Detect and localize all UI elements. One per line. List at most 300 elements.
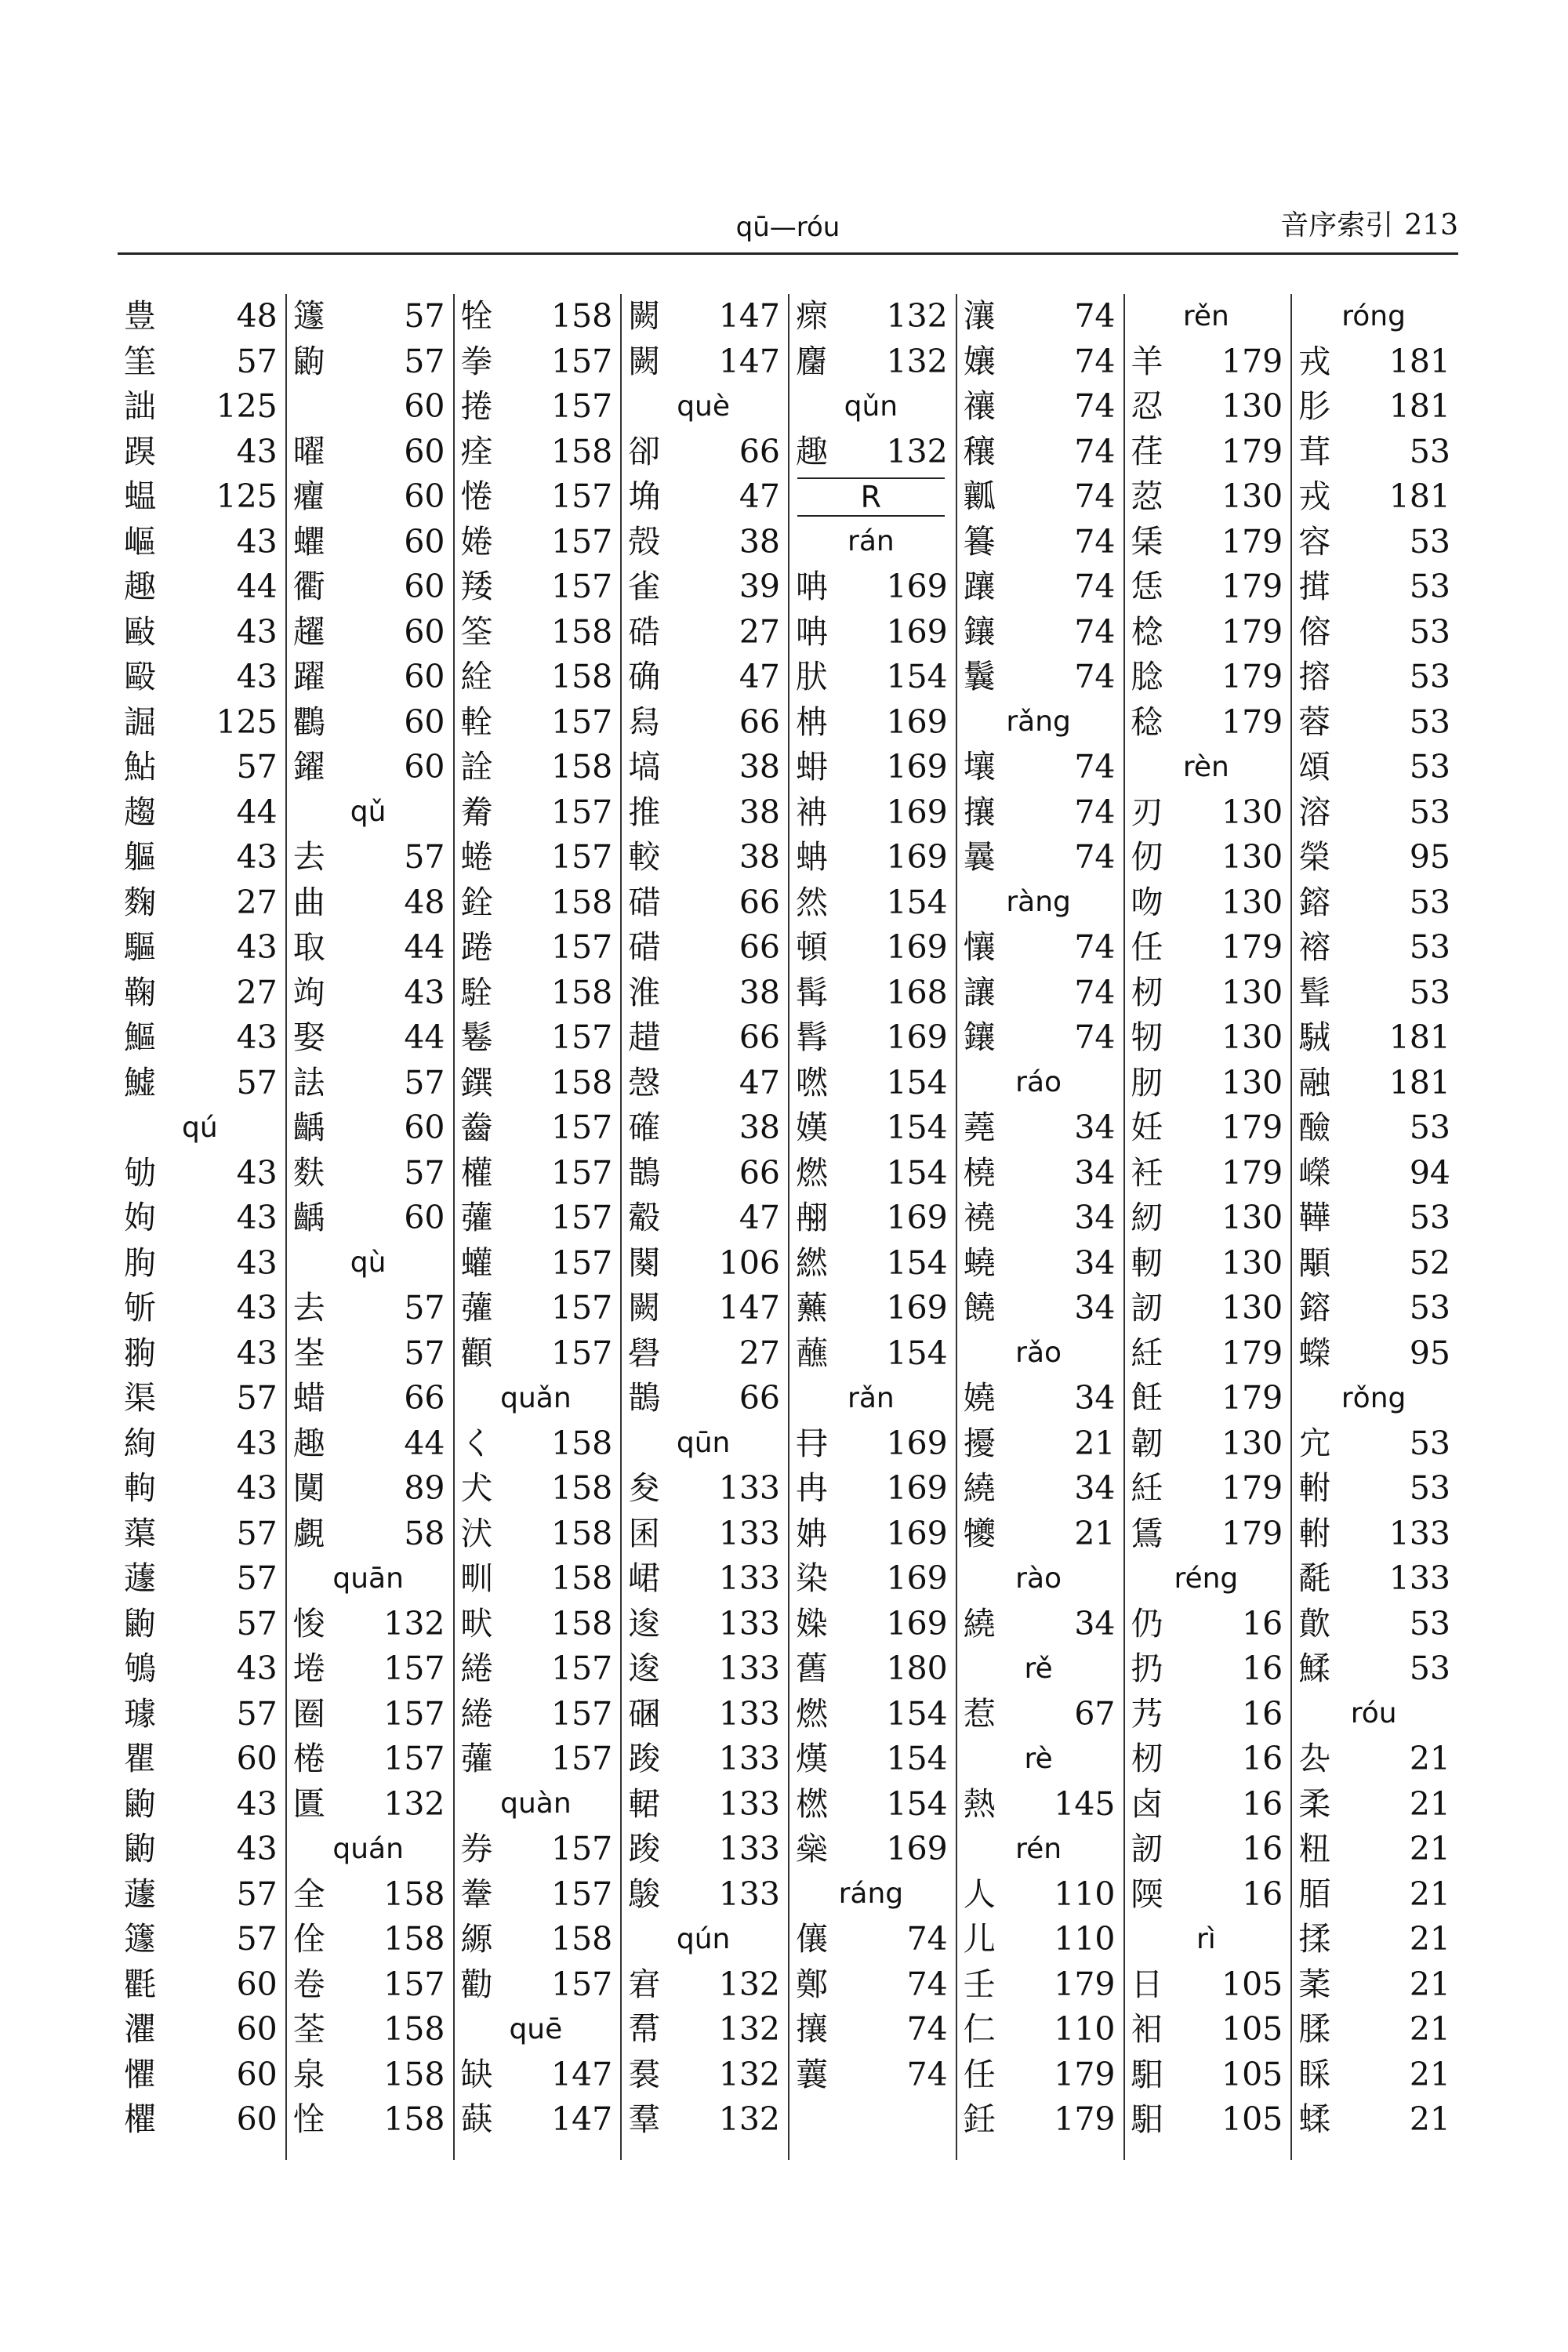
index-entry	[960, 790, 1117, 836]
page-ref: 179	[1054, 2055, 1116, 2093]
index-entry	[290, 520, 447, 565]
page-ref: 158	[550, 432, 613, 470]
index-entry	[1128, 2097, 1285, 2143]
page-ref: 47	[739, 1199, 780, 1237]
character: 蘧	[124, 1559, 156, 1598]
character: 蚦	[796, 748, 828, 786]
character: 欋	[124, 2100, 156, 2139]
character: 姁	[124, 1199, 156, 1237]
character: 闕	[628, 1289, 661, 1327]
index-entry	[625, 1241, 782, 1287]
page-ref: 158	[550, 748, 613, 786]
character: 饒	[963, 1289, 996, 1327]
index-entry	[625, 655, 782, 700]
index-entry	[1295, 1105, 1452, 1151]
index-entry	[458, 1692, 615, 1737]
page-ref: 38	[739, 1109, 780, 1147]
index-entry	[458, 384, 615, 430]
character: 紉	[1131, 1199, 1163, 1237]
page-ref: 66	[739, 432, 780, 470]
character: 泉	[292, 2055, 325, 2093]
page-ref: 89	[404, 1469, 445, 1508]
index-entry	[960, 1105, 1117, 1151]
page-ref: 57	[404, 838, 445, 877]
index-entry	[625, 1646, 782, 1692]
index-entry	[793, 1917, 949, 1962]
index-entry	[1128, 1827, 1285, 1872]
character: 鞠	[124, 973, 156, 1011]
page-ref: 169	[886, 838, 948, 877]
page-ref: 158	[550, 612, 613, 651]
index-entry	[1295, 1286, 1452, 1331]
character: 鼩	[124, 1784, 156, 1823]
index-entry	[1295, 339, 1452, 385]
page-ref: 130	[1221, 793, 1283, 831]
index-entry	[121, 1376, 279, 1421]
page-ref: 21	[1409, 2010, 1450, 2049]
character: 栠	[1131, 522, 1163, 561]
page-ref: 158	[550, 297, 613, 336]
character: 輑	[628, 1784, 661, 1823]
index-entry	[1128, 1105, 1285, 1151]
index-entry	[121, 2097, 279, 2143]
index-entry	[1295, 1556, 1452, 1602]
character: 頓	[796, 928, 828, 967]
page-ref: 43	[404, 973, 445, 1011]
index-entry	[290, 1466, 447, 1512]
character: 髯	[796, 973, 828, 1011]
index-entry	[1128, 700, 1285, 746]
index-entry	[290, 1331, 447, 1377]
character: 勸	[460, 1965, 493, 2003]
character: 傛	[1298, 612, 1331, 651]
page-ref: 179	[1221, 658, 1283, 696]
index-entry	[625, 1196, 782, 1241]
letter-heading	[793, 474, 949, 520]
character: 筀	[124, 342, 156, 380]
page-ref: 58	[404, 1514, 445, 1552]
character: 仞	[1131, 838, 1163, 877]
character: 馹	[1131, 2055, 1163, 2093]
character: 闕	[628, 297, 661, 336]
page-ref: 38	[739, 522, 780, 561]
index-entry	[960, 474, 1117, 520]
page-ref: 169	[886, 1289, 948, 1327]
index-entry	[1295, 971, 1452, 1016]
character: 腬	[1298, 2010, 1331, 2049]
index-entry	[121, 745, 279, 790]
index-entry	[1295, 2053, 1452, 2098]
index-entry	[458, 1196, 615, 1241]
page-ref: 179	[1221, 522, 1283, 561]
page-ref: 57	[236, 1604, 278, 1642]
index-entry	[290, 1512, 447, 1557]
index-entry	[290, 1105, 447, 1151]
index-entry	[793, 1692, 949, 1737]
index-entry	[290, 700, 447, 746]
page-ref: 157	[550, 477, 613, 516]
character: 籧	[292, 297, 325, 336]
page-ref: 147	[718, 1289, 780, 1327]
index-entry	[1128, 1602, 1285, 1647]
index-label-text: 音序索引	[1280, 209, 1394, 241]
pinyin-heading: róng	[1341, 299, 1406, 332]
character: 愨	[628, 1063, 661, 1102]
character: 缺	[460, 2055, 493, 2093]
character: 拳	[460, 342, 493, 380]
page-ref: 169	[886, 748, 948, 786]
page-ref: 66	[739, 702, 780, 741]
character: 筌	[460, 612, 493, 651]
page-ref: 157	[550, 1199, 613, 1237]
character: 塙	[628, 748, 661, 786]
index-entry	[290, 1421, 447, 1467]
page-ref: 16	[1242, 1830, 1283, 1868]
page-ref: 132	[886, 432, 948, 470]
page-ref: 16	[1242, 1694, 1283, 1733]
pinyin-heading: qú	[182, 1111, 218, 1144]
page-ref: 158	[383, 2010, 445, 2049]
index-entry	[290, 2007, 447, 2053]
index-entry	[1295, 1331, 1452, 1377]
character: 圈	[292, 1694, 325, 1733]
character: 夋	[628, 1469, 661, 1508]
character: 鵲	[628, 1379, 661, 1417]
index-entry	[121, 294, 279, 339]
character: 宭	[628, 1965, 661, 2003]
index-entry	[793, 1827, 949, 1872]
character: 鬈	[460, 1018, 493, 1057]
page-ref: 133	[1388, 1514, 1450, 1552]
index-entry	[1128, 384, 1285, 430]
index-entry	[458, 745, 615, 790]
character: 繞	[963, 1604, 996, 1642]
index-column	[1290, 294, 1458, 2160]
index-entry	[458, 790, 615, 836]
character: 紝	[1131, 1334, 1163, 1372]
character: 軔	[1131, 1243, 1163, 1282]
pinyin-heading: quān	[332, 1562, 404, 1595]
character: 駩	[460, 973, 493, 1011]
page-ref: 60	[404, 1109, 445, 1147]
character: 容	[1298, 522, 1331, 561]
character: 鈓	[963, 2100, 996, 2139]
page-ref: 57	[236, 748, 278, 786]
page-ref: 133	[718, 1875, 780, 1913]
character: 虇	[460, 1740, 493, 1778]
character: 搑	[1298, 568, 1331, 606]
page-ref: 43	[236, 1424, 278, 1462]
character: 葇	[1298, 1965, 1331, 2003]
index-entry	[458, 1827, 615, 1872]
index-entry	[290, 1196, 447, 1241]
character: 歕	[1298, 1604, 1331, 1642]
character: 儿	[963, 1920, 996, 1958]
character: 瘝	[796, 297, 828, 336]
character: 刃	[1131, 793, 1163, 831]
page-ref: 179	[1221, 432, 1283, 470]
character: 齤	[460, 1109, 493, 1147]
index-entry	[793, 835, 949, 880]
page-ref: 60	[404, 702, 445, 741]
index-entry	[290, 294, 447, 339]
index-entry	[121, 2007, 279, 2053]
page-ref: 27	[236, 883, 278, 921]
page-ref: 130	[1221, 838, 1283, 877]
index-entry	[1295, 384, 1452, 430]
index-entry	[121, 971, 279, 1016]
page-ref: 154	[886, 1109, 948, 1147]
page-ref: 147	[718, 342, 780, 380]
character: 痊	[460, 432, 493, 470]
index-entry	[290, 1151, 447, 1196]
character: 瞿	[124, 1740, 156, 1778]
page-ref: 43	[236, 1830, 278, 1868]
character: 虇	[460, 1199, 493, 1237]
index-entry	[793, 1421, 949, 1467]
character: 躟	[963, 568, 996, 606]
character: 翑	[124, 1334, 156, 1372]
character: 趯	[292, 612, 325, 651]
page-ref: 74	[1074, 522, 1116, 561]
character: 褣	[1298, 928, 1331, 967]
character: 趣	[292, 1424, 325, 1462]
index-entry	[121, 835, 279, 880]
index-entry	[793, 430, 949, 475]
index-entry	[458, 1737, 615, 1782]
character: 劬	[124, 1153, 156, 1192]
page-ref: 74	[1074, 973, 1116, 1011]
pinyin-heading: ráo	[1015, 1066, 1062, 1099]
index-entry	[1295, 1827, 1452, 1872]
page-ref: 44	[404, 1424, 445, 1462]
index-entry	[290, 745, 447, 790]
page-ref: 110	[1054, 1875, 1116, 1913]
page-ref: 44	[404, 1018, 445, 1057]
page-ref: 157	[550, 522, 613, 561]
character: 畎	[460, 1604, 493, 1642]
character: 趣	[124, 568, 156, 606]
index-entry	[625, 1556, 782, 1602]
index-entry	[1295, 1872, 1452, 1918]
character: 繎	[796, 1243, 828, 1282]
page-ref: 180	[886, 1650, 948, 1688]
page-ref: 43	[236, 432, 278, 470]
character: 懹	[963, 928, 996, 967]
character: 冄	[796, 1424, 828, 1462]
page-ref: 181	[1388, 1018, 1450, 1057]
character: 驅	[124, 928, 156, 967]
index-entry	[121, 1917, 279, 1962]
pinyin-heading: rě	[1024, 1652, 1053, 1685]
character: 姌	[796, 1514, 828, 1552]
character: 紝	[1131, 1469, 1163, 1508]
character: 恮	[292, 2100, 325, 2139]
page-ref: 158	[383, 2055, 445, 2093]
page-ref: 21	[1409, 2055, 1450, 2093]
character: 羣	[628, 2100, 661, 2139]
character: 籧	[124, 1920, 156, 1958]
character: 碅	[628, 1694, 661, 1733]
pinyin-heading: rǎn	[848, 1381, 895, 1414]
page-ref: 27	[739, 1334, 780, 1372]
index-entry	[625, 2053, 782, 2098]
character: 嬈	[963, 1379, 996, 1417]
page-ref: 74	[1074, 387, 1116, 426]
page-ref: 34	[1074, 1604, 1116, 1642]
index-entry	[121, 790, 279, 836]
page-ref: 53	[1409, 432, 1450, 470]
character: 溶	[1298, 793, 1331, 831]
character: 鼩	[292, 342, 325, 380]
character: 蝚	[1298, 2100, 1331, 2139]
index-entry	[121, 1556, 279, 1602]
page-ref: 125	[216, 477, 278, 516]
index-entry	[290, 564, 447, 610]
index-entry	[1128, 2007, 1285, 2053]
index-entry	[793, 971, 949, 1016]
index-entry	[1128, 1646, 1285, 1692]
index-entry	[1128, 1782, 1285, 1828]
character: 裠	[628, 2055, 661, 2093]
page-ref: 34	[1074, 1243, 1116, 1282]
page-ref: 125	[216, 702, 278, 741]
index-entry	[960, 1196, 1117, 1241]
character: 闕	[628, 342, 661, 380]
pinyin-heading: quē	[509, 2013, 563, 2045]
page-ref: 27	[739, 612, 780, 651]
character: 稔	[1131, 702, 1163, 741]
page-ref: 133	[718, 1469, 780, 1508]
index-entry	[793, 1782, 949, 1828]
character: 攘	[963, 793, 996, 831]
page-ref: 43	[236, 838, 278, 877]
page-ref: 181	[1388, 342, 1450, 380]
page-ref: 66	[739, 928, 780, 967]
page-ref: 74	[1074, 477, 1116, 516]
page-ref: 21	[1409, 1920, 1450, 1958]
character: 朐	[124, 1243, 156, 1282]
character: 覷	[292, 1514, 325, 1552]
index-entry	[625, 1376, 782, 1421]
index-entry	[625, 1737, 782, 1782]
character: 捲	[460, 387, 493, 426]
index-entry	[1295, 1015, 1452, 1061]
page-ref: 74	[906, 1920, 948, 1958]
index-entry	[1128, 1061, 1285, 1106]
pinyin-heading: ráng	[838, 1878, 904, 1911]
character: 觳	[628, 1199, 661, 1237]
page-ref: 27	[236, 973, 278, 1011]
page-ref: 53	[1409, 1199, 1450, 1237]
character: 睬	[1298, 2055, 1331, 2093]
character: 呥	[796, 612, 828, 651]
pinyin-heading: qǔn	[844, 390, 898, 423]
pinyin-heading: qún	[676, 1922, 731, 1955]
character: 軵	[1298, 1469, 1331, 1508]
index-entry	[1295, 1151, 1452, 1196]
page-ref: 43	[236, 1650, 278, 1688]
index-entry	[458, 1241, 615, 1287]
page-ref: 57	[236, 1514, 278, 1552]
character: 氄	[1298, 1559, 1331, 1598]
index-entry	[1295, 1602, 1452, 1647]
character: 鴝	[124, 1650, 156, 1688]
pinyin-heading: què	[677, 390, 731, 423]
index-entry	[121, 700, 279, 746]
page-ref: 157	[550, 1740, 613, 1778]
page-ref: 154	[886, 658, 948, 696]
page-ref: 157	[383, 1650, 445, 1688]
page-ref: 16	[1242, 1740, 1283, 1778]
character: 穰	[963, 432, 996, 470]
page-ref: 74	[906, 1965, 948, 2003]
character: 綣	[460, 1650, 493, 1688]
index-entry	[960, 1421, 1117, 1467]
page-ref: 157	[550, 1018, 613, 1057]
page-number: 213	[1404, 209, 1458, 241]
pinyin-heading: rǎo	[1015, 1337, 1062, 1370]
pinyin-heading: róu	[1350, 1697, 1397, 1730]
page-ref: 48	[236, 297, 278, 336]
page-ref: 158	[550, 1514, 613, 1552]
index-entry	[625, 925, 782, 971]
character: 宂	[1298, 1424, 1331, 1462]
index-entry	[625, 790, 782, 836]
index-entry	[1128, 1331, 1285, 1377]
character: 鸜	[292, 702, 325, 741]
index-entry	[1128, 1421, 1285, 1467]
page-ref: 74	[1074, 1018, 1116, 1057]
index-entry	[290, 610, 447, 655]
pinyin-heading: rèn	[1182, 750, 1229, 783]
character: 鰸	[124, 1018, 156, 1057]
character: 熯	[796, 1740, 828, 1778]
index-entry	[1128, 1737, 1285, 1782]
page-ref: 34	[1074, 1199, 1116, 1237]
character: 訒	[1131, 1289, 1163, 1327]
index-entry	[121, 1646, 279, 1692]
page-ref: 57	[236, 1694, 278, 1733]
character: 呥	[796, 568, 828, 606]
page-ref: 169	[886, 702, 948, 741]
index-entry	[1295, 745, 1452, 790]
page-ref: 179	[1221, 1514, 1283, 1552]
character: 卤	[1131, 1784, 1163, 1823]
character: く	[460, 1424, 493, 1462]
index-entry	[458, 2097, 615, 2143]
character: 染	[796, 1559, 828, 1598]
character: 闃	[292, 1469, 325, 1508]
index-entry	[793, 1015, 949, 1061]
index-entry	[458, 1962, 615, 2008]
character: 禳	[963, 387, 996, 426]
pinyin-heading: rào	[1015, 1562, 1062, 1595]
character: 髥	[796, 1018, 828, 1057]
index-entry	[458, 1286, 615, 1331]
page-ref: 157	[550, 1243, 613, 1282]
page-ref: 147	[550, 2100, 613, 2139]
pinyin-heading: qūn	[676, 1427, 731, 1460]
index-entry	[960, 1512, 1117, 1557]
page-ref: 133	[718, 1830, 780, 1868]
index-entry	[290, 1962, 447, 2008]
page-ref: 43	[236, 1334, 278, 1372]
page-ref: 57	[236, 342, 278, 380]
character: 腍	[1131, 658, 1163, 696]
page-ref: 179	[1221, 342, 1283, 380]
character: 衽	[1131, 1153, 1163, 1192]
